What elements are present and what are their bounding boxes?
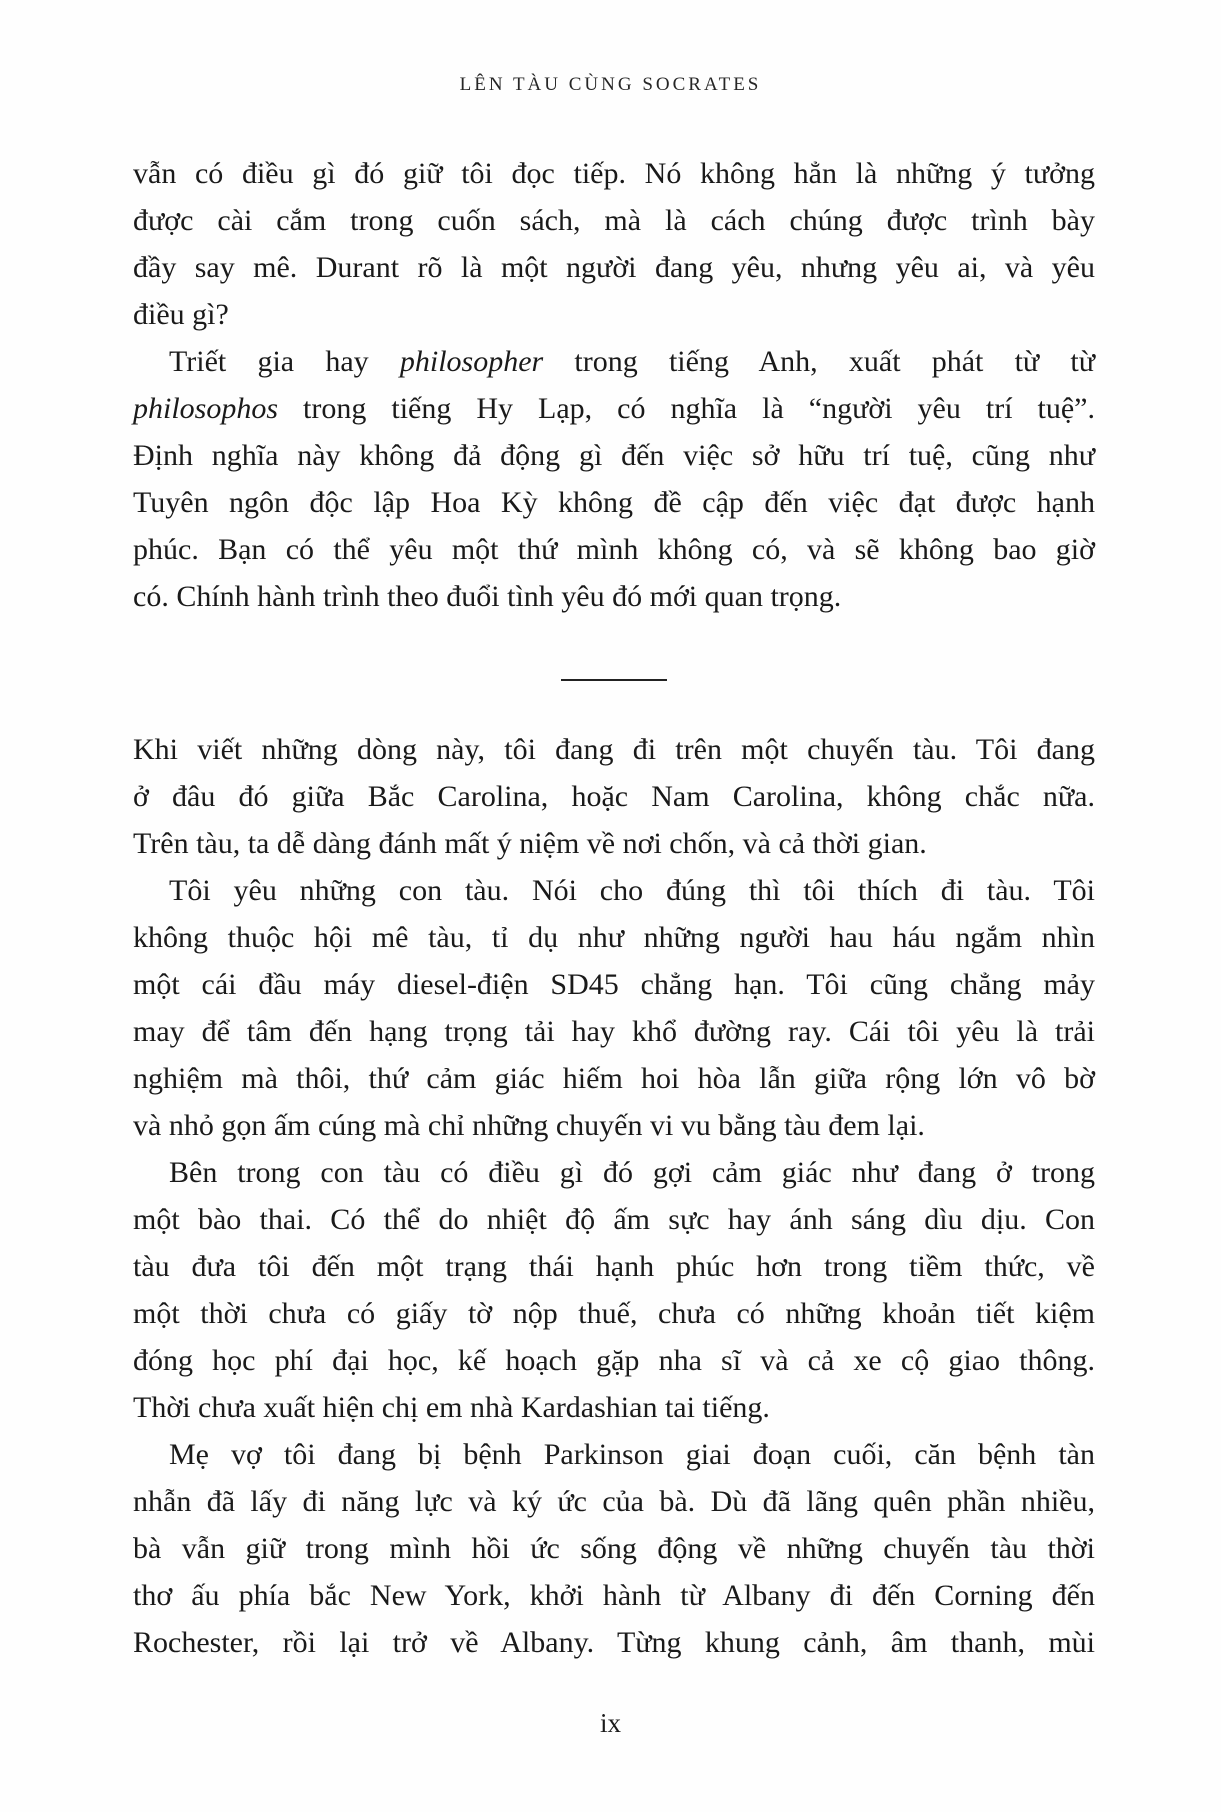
text-line — [133, 867, 1095, 914]
text-line — [133, 1619, 1095, 1666]
text-block — [133, 150, 1095, 1666]
text-run: Thời chưa xuất hiện chị em nhà Kardashian tai tiếng. — [133, 1391, 770, 1424]
text-line — [133, 1243, 1095, 1290]
text-run: một bào thai. Có thể do nhiệt độ ấm sực hay ánh sáng dìu dịu. Con — [133, 1203, 1095, 1236]
section-divider — [561, 679, 667, 681]
text-run: trong tiếng Anh, xuất phát từ từ — [543, 345, 1096, 378]
paragraph — [133, 150, 1095, 338]
text-line — [133, 1337, 1095, 1384]
text-run: Tuyên ngôn độc lập Hoa Kỳ không đề cập đến việc đạt được hạnh — [133, 486, 1095, 519]
text-line — [133, 150, 1095, 197]
text-run: một thời chưa có giấy tờ nộp thuế, chưa có những khoản tiết kiệm — [133, 1297, 1095, 1330]
text-line — [133, 385, 1095, 432]
italic-run: philosophos — [133, 392, 279, 425]
text-line — [133, 1572, 1095, 1619]
text-run: may để tâm đến hạng trọng tải hay khổ đường ray. Cái tôi yêu là trải — [133, 1015, 1095, 1048]
text-run: đóng học phí đại học, kế hoạch gặp nha sĩ và cả xe cộ giao thông. — [133, 1344, 1095, 1377]
text-line — [133, 573, 1095, 620]
text-run: đầy say mê. Durant rõ là một người đang yêu, nhưng yêu ai, và yêu — [133, 251, 1095, 284]
text-run: Bên trong con tàu có điều gì đó gợi cảm giác như đang ở trong — [169, 1156, 1095, 1189]
text-run: phúc. Bạn có thể yêu một thứ mình không có, và sẽ không bao giờ — [133, 533, 1095, 566]
text-line — [133, 432, 1095, 479]
text-run: điều gì? — [133, 298, 229, 331]
text-line — [133, 291, 1095, 338]
text-line — [133, 1196, 1095, 1243]
text-run: không thuộc hội mê tàu, tỉ dụ như những người hau háu ngắm nhìn — [133, 921, 1095, 954]
text-line — [133, 197, 1095, 244]
text-line — [133, 479, 1095, 526]
italic-run: philosopher — [399, 345, 544, 378]
text-run: Triết gia hay — [169, 345, 400, 378]
text-run: trong tiếng Hy Lạp, có nghĩa là “người yêu trí tuệ”. — [278, 392, 1095, 425]
paragraph — [133, 338, 1095, 620]
text-line — [133, 914, 1095, 961]
text-run: Trên tàu, ta dễ dàng đánh mất ý niệm về nơi chốn, và cả thời gian. — [133, 827, 927, 860]
text-line — [133, 1149, 1095, 1196]
text-run: Khi viết những dòng này, tôi đang đi trên một chuyến tàu. Tôi đang — [133, 733, 1095, 766]
running-header: LÊN TÀU CÙNG SOCRATES — [459, 74, 762, 95]
text-line — [133, 773, 1095, 820]
text-run: Mẹ vợ tôi đang bị bệnh Parkinson giai đoạn cuối, căn bệnh tàn — [169, 1438, 1095, 1471]
text-line — [133, 1431, 1095, 1478]
text-line — [133, 1290, 1095, 1337]
text-run: có. Chính hành trình theo đuổi tình yêu đó mới quan trọng. — [133, 580, 842, 613]
text-run: tàu đưa tôi đến một trạng thái hạnh phúc hơn trong tiềm thức, về — [133, 1250, 1095, 1283]
text-run: được cài cắm trong cuốn sách, mà là cách chúng được trình bày — [133, 204, 1095, 237]
text-run: nhẫn đã lấy đi năng lực và ký ức của bà. Dù đã lãng quên phần nhiều, — [133, 1485, 1095, 1518]
text-line — [133, 726, 1095, 773]
text-line — [133, 1102, 1095, 1149]
text-run: bà vẫn giữ trong mình hồi ức sống động về những chuyến tàu thời — [133, 1532, 1095, 1565]
paragraph — [133, 1149, 1095, 1431]
text-run: ở đâu đó giữa Bắc Carolina, hoặc Nam Carolina, không chắc nữa. — [133, 780, 1095, 813]
text-line — [133, 338, 1095, 385]
text-run: nghiệm mà thôi, thứ cảm giác hiếm hoi hòa lẫn giữa rộng lớn vô bờ — [133, 1062, 1095, 1095]
text-line — [133, 526, 1095, 573]
text-line — [133, 1008, 1095, 1055]
text-line — [133, 1384, 1095, 1431]
paragraph — [133, 1431, 1095, 1666]
text-line — [133, 244, 1095, 291]
text-line — [133, 961, 1095, 1008]
text-line — [133, 1055, 1095, 1102]
page-number: ix — [599, 1708, 621, 1738]
text-run: Tôi yêu những con tàu. Nói cho đúng thì tôi thích đi tàu. Tôi — [169, 874, 1095, 907]
text-line — [133, 1478, 1095, 1525]
text-run: một cái đầu máy diesel-điện SD45 chẳng hạn. Tôi cũng chẳng mảy — [133, 968, 1095, 1001]
text-line — [133, 1525, 1095, 1572]
text-run: vẫn có điều gì đó giữ tôi đọc tiếp. Nó không hẳn là những ý tưởng — [133, 157, 1095, 190]
text-run: và nhỏ gọn ấm cúng mà chỉ những chuyến vi vu bằng tàu đem lại. — [133, 1109, 925, 1142]
text-line — [133, 820, 1095, 867]
paragraph — [133, 726, 1095, 867]
text-run: Rochester, rồi lại trở về Albany. Từng khung cảnh, âm thanh, mùi — [133, 1626, 1095, 1659]
text-run: thơ ấu phía bắc New York, khởi hành từ Albany đi đến Corning đến — [133, 1579, 1095, 1612]
text-run: Định nghĩa này không đả động gì đến việc sở hữu trí tuệ, cũng như — [133, 439, 1095, 472]
paragraph — [133, 867, 1095, 1149]
